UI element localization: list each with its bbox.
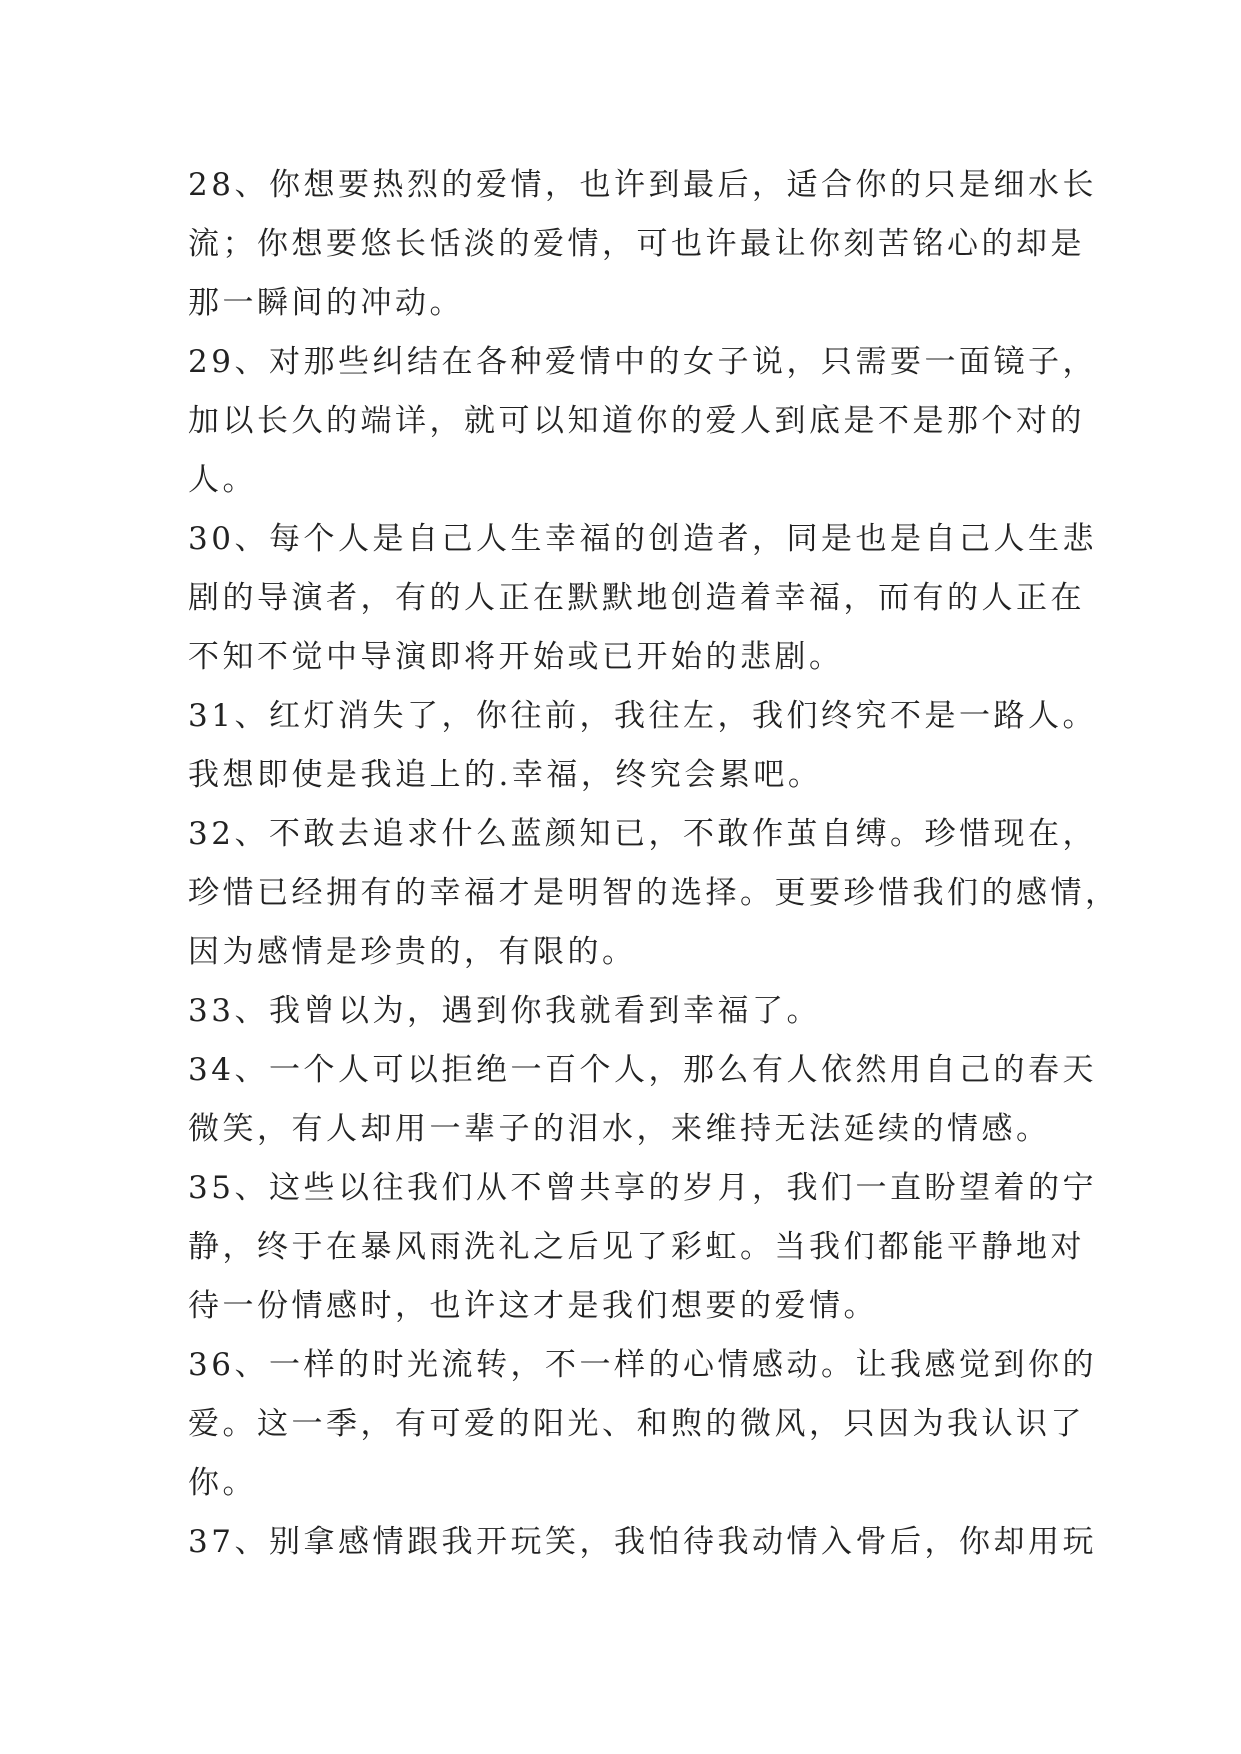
text-line: 静，终于在暴风雨洗礼之后见了彩虹。当我们都能平静地对 <box>188 1229 1085 1265</box>
text-line: 流；你想要悠长恬淡的爱情，可也许最让你刻苦铭心的却是 <box>188 226 1085 262</box>
text-line: 31、红灯消失了，你往前，我往左，我们终究不是一路人。 <box>188 698 1097 734</box>
text-line: 那一瞬间的冲动。 <box>188 285 464 321</box>
paragraph-35 <box>188 1159 1097 1336</box>
text-line: 你。 <box>188 1465 257 1501</box>
paragraph-31 <box>188 687 1097 805</box>
paragraph-28 <box>188 156 1097 333</box>
text-line: 加以长久的端详，就可以知道你的爱人到底是不是那个对的 <box>188 403 1085 439</box>
text-line: 35、这些以往我们从不曾共享的岁月，我们一直盼望着的宁 <box>188 1170 1097 1206</box>
text-line: 人。 <box>188 462 257 498</box>
paragraph-32 <box>188 805 1120 982</box>
text-line: 36、一样的时光流转，不一样的心情感动。让我感觉到你的 <box>188 1347 1097 1383</box>
text-line: 34、一个人可以拒绝一百个人，那么有人依然用自己的春天 <box>188 1052 1097 1088</box>
text-line: 32、不敢去追求什么蓝颜知已，不敢作茧自缚。珍惜现在， <box>188 816 1097 852</box>
text-line: 29、对那些纠结在各种爱情中的女子说，只需要一面镜子， <box>188 344 1097 380</box>
text-line: 我想即使是我追上的.幸福，终究会累吧。 <box>188 757 823 793</box>
paragraph-30 <box>188 510 1097 687</box>
paragraph-37 <box>188 1513 1097 1572</box>
text-line: 37、别拿感情跟我开玩笑，我怕待我动情入骨后，你却用玩 <box>188 1524 1097 1560</box>
text-line: 不知不觉中导演即将开始或已开始的悲剧。 <box>188 639 844 675</box>
text-line: 33、我曾以为，遇到你我就看到幸福了。 <box>188 993 821 1029</box>
document-body <box>188 156 1120 1572</box>
text-line: 剧的导演者，有的人正在默默地创造着幸福，而有的人正在 <box>188 580 1085 616</box>
paragraph-33 <box>188 982 1058 1041</box>
text-line: 待一份情感时，也许这才是我们想要的爱情。 <box>188 1288 878 1324</box>
text-line: 珍惜已经拥有的幸福才是明智的选择。更要珍惜我们的感情， <box>188 875 1120 911</box>
paragraph-29 <box>188 333 1097 510</box>
text-line: 30、每个人是自己人生幸福的创造者，同是也是自己人生悲 <box>188 521 1097 557</box>
text-line: 28、你想要热烈的爱情，也许到最后，适合你的只是细水长 <box>188 167 1097 203</box>
text-line: 爱。这一季，有可爱的阳光、和煦的微风，只因为我认识了 <box>188 1406 1085 1442</box>
text-line: 因为感情是珍贵的，有限的。 <box>188 934 637 970</box>
paragraph-36 <box>188 1336 1097 1513</box>
paragraph-34 <box>188 1041 1097 1159</box>
text-line: 微笑，有人却用一辈子的泪水，来维持无法延续的情感。 <box>188 1111 1051 1147</box>
